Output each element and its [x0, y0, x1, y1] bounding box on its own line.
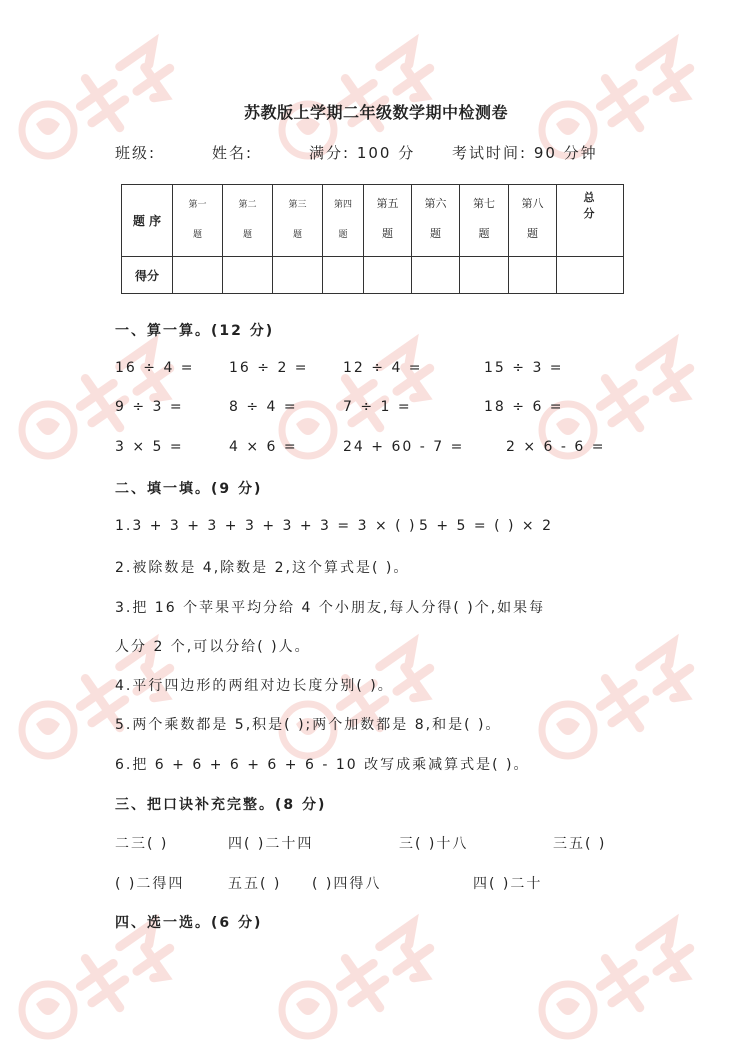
- score-cell[interactable]: [223, 257, 273, 294]
- total-header: 总 分: [557, 185, 624, 257]
- fill-question-3a: 3.把 16 个苹果平均分给 4 个小朋友,每人分得( )个,如果每: [115, 600, 546, 616]
- rhyme-item: 四( )二十四: [228, 836, 314, 852]
- question-header: 第八 题: [509, 185, 557, 257]
- question-header: 第三 题: [273, 185, 323, 257]
- fill-question-2: 2.被除数是 4,除数是 2,这个算式是( )。: [115, 560, 410, 576]
- problem: 16 ÷ 2 =: [229, 360, 309, 376]
- rhyme-item: ( )二得四: [115, 876, 185, 892]
- score-cell[interactable]: [173, 257, 223, 294]
- problem: 16 ÷ 4 =: [115, 360, 195, 376]
- niuxueyuan-logo-icon: [270, 900, 480, 1050]
- problem: 9 ÷ 3 =: [115, 399, 184, 415]
- question-header: 第四 题: [323, 185, 364, 257]
- name-label: 姓名:: [212, 144, 254, 162]
- fill-question-5: 5.两个乘数都是 5,积是( );两个加数都是 8,和是( )。: [115, 717, 502, 733]
- page-title: 苏教版上学期二年级数学期中检测卷: [243, 103, 508, 122]
- question-header: 第七 题: [460, 185, 509, 257]
- question-header: 第二 题: [223, 185, 273, 257]
- section-2-heading: 二、填一填。(9 分): [115, 481, 263, 497]
- exam-time-label: 考试时间: 90 分钟: [452, 144, 598, 162]
- problem: 4 × 6 =: [229, 439, 298, 455]
- problem: 24 + 60 - 7 =: [343, 439, 465, 455]
- full-score-label: 满分: 100 分: [309, 144, 416, 162]
- problem: 15 ÷ 3 =: [484, 360, 564, 376]
- fill-question-1a: 1.3 + 3 + 3 + 3 + 3 + 3 = 3 × ( ): [115, 518, 417, 534]
- niuxueyuan-logo-icon: [530, 620, 740, 770]
- section-4-heading: 四、选一选。(6 分): [115, 915, 263, 931]
- score-row-label: 得分: [122, 257, 173, 294]
- section-3-heading: 三、把口诀补充完整。(8 分): [115, 797, 327, 813]
- rhyme-item: 三( )十八: [399, 836, 469, 852]
- fill-question-3b: 人分 2 个,可以分给( )人。: [115, 639, 311, 655]
- niuxueyuan-logo-icon: [530, 900, 740, 1050]
- rhyme-item: 二三( ): [115, 836, 169, 852]
- fill-question-1b: 5 + 5 = ( ) × 2: [419, 518, 553, 534]
- rhyme-item: 三五( ): [553, 836, 607, 852]
- rhyme-item: 四( )二十: [473, 876, 543, 892]
- score-cell[interactable]: [273, 257, 323, 294]
- problem: 2 × 6 - 6 =: [506, 439, 606, 455]
- question-header: 第五 题: [364, 185, 412, 257]
- question-header: 第六 题: [412, 185, 460, 257]
- problem: 8 ÷ 4 =: [229, 399, 298, 415]
- class-label: 班级:: [115, 144, 157, 162]
- fill-question-4: 4.平行四边形的两组对边长度分别( )。: [115, 678, 394, 694]
- problem: 7 ÷ 1 =: [343, 399, 412, 415]
- rhyme-item: ( )四得八: [312, 876, 382, 892]
- section-1-heading: 一、算一算。(12 分): [115, 323, 275, 339]
- question-header: 第一 题: [173, 185, 223, 257]
- score-cell[interactable]: [460, 257, 509, 294]
- score-table: [121, 184, 624, 294]
- score-cell[interactable]: [323, 257, 364, 294]
- fill-question-6: 6.把 6 + 6 + 6 + 6 + 6 - 10 改写成乘减算式是( )。: [115, 757, 530, 773]
- score-cell[interactable]: [412, 257, 460, 294]
- score-cell[interactable]: [364, 257, 412, 294]
- total-score-cell[interactable]: [557, 257, 624, 294]
- problem: 18 ÷ 6 =: [484, 399, 564, 415]
- problem: 12 ÷ 4 =: [343, 360, 423, 376]
- row-label: 题 序: [122, 185, 173, 257]
- rhyme-item: 五五( ): [228, 876, 282, 892]
- score-cell[interactable]: [509, 257, 557, 294]
- problem: 3 × 5 =: [115, 439, 184, 455]
